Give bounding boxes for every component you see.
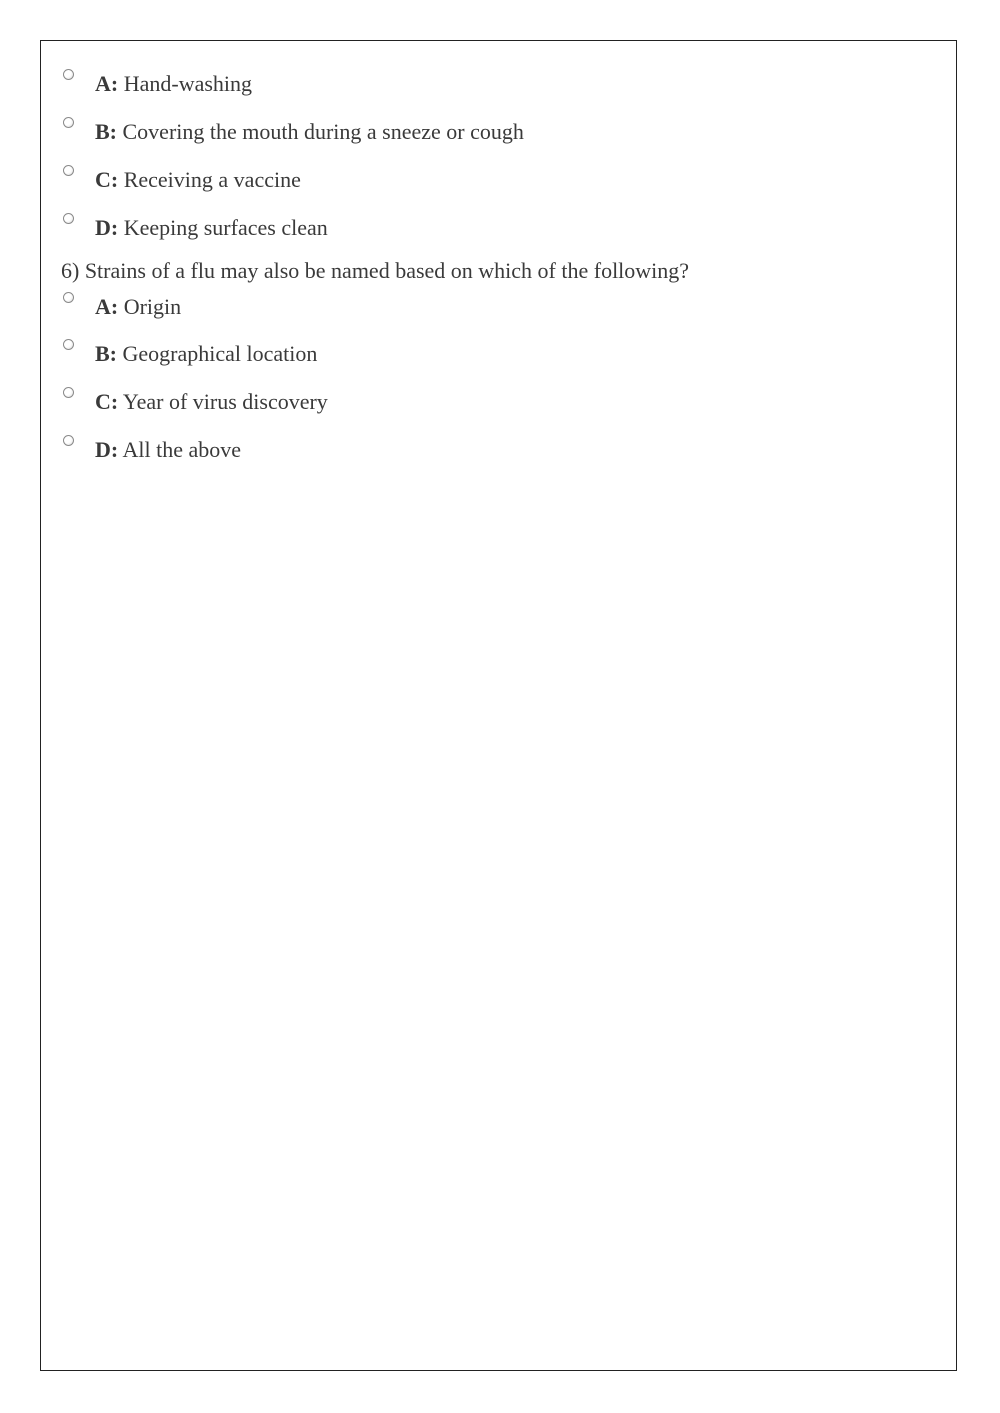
- worksheet-page: [40, 40, 957, 1371]
- q6-prompt: 6) Strains of a flu may also be named based on which of the following?: [61, 258, 690, 283]
- q6-option-b-text: [95, 341, 317, 367]
- q5-option-b-text: [95, 119, 524, 145]
- q5-option-d[interactable]: [61, 213, 921, 243]
- q6-option-d[interactable]: [61, 435, 921, 465]
- q6-option-a-letter: A:: [95, 294, 119, 319]
- q6-option-c[interactable]: [61, 387, 921, 417]
- q5-option-a[interactable]: [61, 69, 921, 99]
- q5-option-d-letter: D:: [95, 215, 119, 240]
- q5-option-a-radio[interactable]: [63, 69, 74, 80]
- q5-option-d-label: Keeping surfaces clean: [123, 215, 328, 240]
- q6-option-a-radio[interactable]: [63, 292, 74, 303]
- q5-option-b-label: Covering the mouth during a sneeze or cough: [122, 119, 524, 144]
- q6-option-d-label: All the above: [122, 437, 242, 462]
- q6-option-c-text: [95, 389, 328, 415]
- q6-option-d-radio[interactable]: [63, 435, 74, 446]
- q5-option-c-label: Receiving a vaccine: [123, 167, 301, 192]
- q5-option-a-letter: A:: [95, 71, 119, 96]
- q6-option-d-text: [95, 437, 241, 463]
- q5-option-c[interactable]: [61, 165, 921, 195]
- q6-option-b-letter: B:: [95, 341, 117, 366]
- q6-option-d-letter: D:: [95, 437, 119, 462]
- q5-option-b-radio[interactable]: [63, 117, 74, 128]
- q5-option-a-label: Hand-washing: [123, 71, 253, 96]
- q6-option-b-label: Geographical location: [122, 341, 318, 366]
- q6-option-a[interactable]: [61, 292, 921, 322]
- q5-option-c-text: [95, 167, 301, 193]
- q5-option-d-radio[interactable]: [63, 213, 74, 224]
- q6-option-b[interactable]: [61, 339, 921, 369]
- q5-option-c-letter: C:: [95, 167, 119, 192]
- q5-option-b-letter: B:: [95, 119, 117, 144]
- q6-option-a-text: [95, 294, 181, 320]
- q6-option-b-radio[interactable]: [63, 339, 74, 350]
- q5-option-b[interactable]: [61, 117, 921, 147]
- q6-option-a-label: Origin: [123, 294, 182, 319]
- q5-option-a-text: [95, 71, 252, 97]
- q5-option-d-text: [95, 215, 328, 241]
- q6-option-c-label: Year of virus discovery: [122, 389, 328, 414]
- q5-option-c-radio[interactable]: [63, 165, 74, 176]
- q6-option-c-letter: C:: [95, 389, 119, 414]
- q6-option-c-radio[interactable]: [63, 387, 74, 398]
